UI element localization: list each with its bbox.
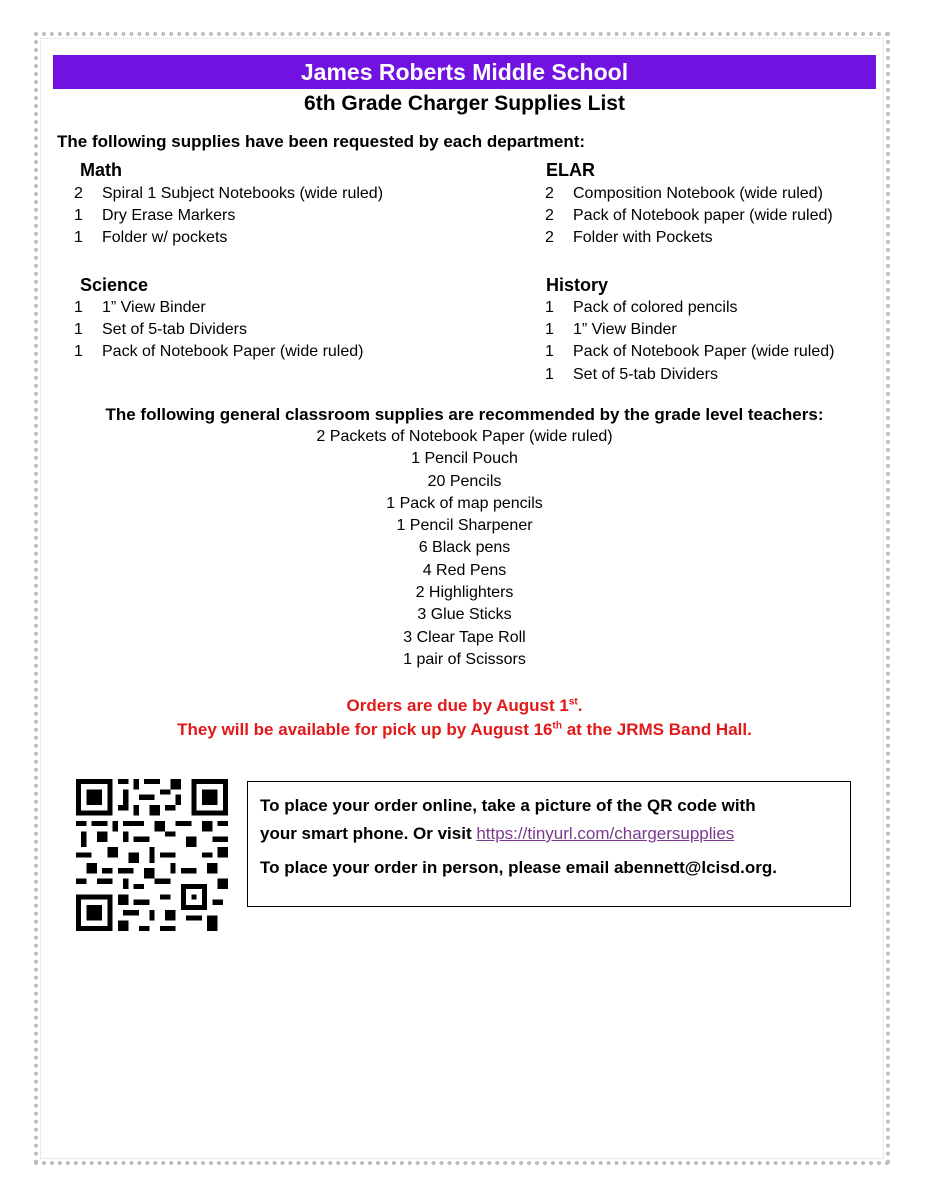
list-title: 6th Grade Charger Supplies List [304,92,625,115]
list-item: 1 1” View Binder [74,299,206,316]
list-item: 1 Pack of Notebook Paper (wide ruled) [74,343,364,360]
dept-heading-history: History [546,275,609,295]
list-item: 1 Pencil Pouch [411,450,518,468]
order-online-line: To place your order online, take a picture of the QR code with [260,796,756,815]
list-item: 3 Glue Sticks [417,606,512,624]
order-info-box [247,781,851,907]
list-item: 2 Composition Notebook (wide ruled) [545,185,823,202]
list-item: 2 Spiral 1 Subject Notebooks (wide ruled) [74,185,384,202]
dept-heading-elar: ELAR [546,160,595,180]
school-banner: James Roberts Middle School [53,55,876,89]
general-supplies-heading: The following general classroom supplies are recommended by the grade level teachers: [105,405,824,424]
list-item: 2 Pack of Notebook paper (wide ruled) [545,207,833,224]
order-online-line-2: your smart phone. Or visit https://tinyurl.com/chargersupplies [260,824,735,843]
list-item: 1 1” View Binder [545,321,677,338]
list-item: 20 Pencils [427,472,502,490]
list-item: 1 Pencil Sharpener [396,517,533,535]
list-item: 3 Clear Tape Roll [403,628,526,646]
list-item: 2 Folder with Pockets [545,229,713,246]
list-item: 6 Black pens [418,539,511,557]
list-item: 1 Pack of colored pencils [545,299,738,316]
list-item: 1 Pack of map pencils [386,494,543,512]
list-item: 1 Set of 5-tab Dividers [545,366,718,383]
general-supplies-list [53,426,876,671]
list-item: 1 Folder w/ pockets [74,229,228,246]
list-item: 2 Packets of Notebook Paper (wide ruled) [316,428,613,445]
intro-text: The following supplies have been requested by each department: [57,132,586,151]
dept-heading-math: Math [80,160,122,180]
list-item: 2 Highlighters [415,584,514,602]
dept-heading-science: Science [80,275,149,295]
qr-code-icon [76,779,228,931]
list-item: 1 Set of 5-tab Dividers [74,321,247,338]
order-in-person-line: To place your order in person, please email abennett@lcisd.org. [260,858,777,877]
list-item: 4 Red Pens [422,561,507,579]
deadline-pickup: They will be available for pick up by August 16th at the JRMS Band Hall. [177,720,752,739]
list-item: 1 pair of Scissors [403,650,526,668]
deadline-orders-due: Orders are due by August 1st. [346,696,583,715]
order-link[interactable]: https://tinyurl.com/chargersupplies [476,824,735,843]
list-item: 1 Pack of Notebook Paper (wide ruled) [545,343,835,360]
list-item: 1 Dry Erase Markers [74,207,236,224]
